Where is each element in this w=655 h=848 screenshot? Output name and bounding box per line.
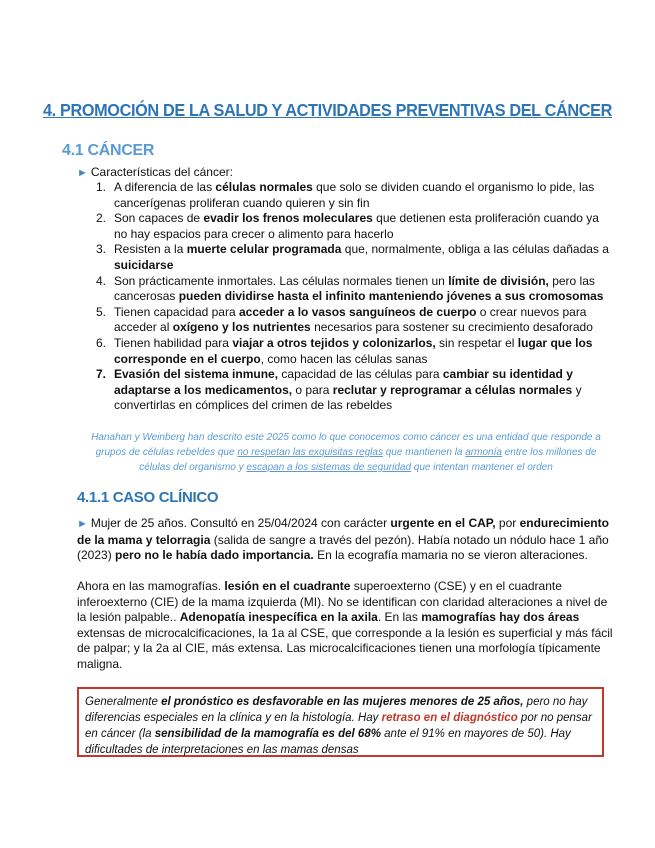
list-number: 4.	[96, 273, 107, 288]
case-text: Ahora en las mamografías.	[77, 579, 225, 593]
item-text: capacidad de las células para	[278, 367, 443, 382]
item-emphasis: evadir los frenos moleculares	[203, 211, 373, 226]
case-emphasis: pero no le había dado importancia.	[115, 548, 314, 562]
quote-text: Hanahan y Weinberg han descrito este 2025 como lo que conocemos como cáncer es una entidad que responde a grupos de células rebeldes que	[91, 432, 601, 458]
item-emphasis: células normales	[215, 180, 313, 194]
item-emphasis: reclutar y reprogramar a células normales	[332, 382, 573, 397]
quote-text: entre los millones de células del organismo y	[139, 447, 597, 473]
box-text: pero no hay diferencias especiales en la clínica y en la histología. Hay	[85, 696, 588, 724]
item-emphasis: pueden dividirse hasta el infinito manteniendo jóvenes a sus cromosomas	[178, 289, 604, 304]
box-text: por no pensar en cáncer (la	[85, 712, 592, 740]
item-text: que detienen esta proliferación cuando ya no hay espacios para crecer o alimento para hacerlo	[114, 211, 599, 241]
item-text: y convertirlas en cómplices del crimen de las rebeldes	[114, 382, 582, 413]
case-text: por	[495, 516, 520, 530]
highlight-box	[77, 687, 604, 757]
item-text: Son capaces de	[114, 211, 204, 226]
item-text: necesarios para sostener su crecimiento desaforado	[310, 320, 593, 335]
item-text: A diferencia de las	[114, 180, 216, 194]
page-title: 4. PROMOCIÓN DE LA SALUD Y ACTIVIDADES PREVENTIVAS DEL CÁNCER	[42, 100, 613, 120]
case-emphasis: mamografías hay dos áreas	[421, 610, 580, 624]
case-text: extensas de microcalcificaciones, la 1a al CSE, que corresponde a la lesión es superficial y más fácil de palpar; y la 2a al CIE, más extensa. Las microcalcificaciones tienen una morfología típicamente maligna.	[77, 625, 613, 671]
quote-text: que mantienen la	[382, 447, 466, 458]
case-text: superoexterno (CSE) y en el cuadrante inferoexterno (CIE) de la mama izquierda (MI). No se identifican con claridad alteraciones a nivel de la lesión palpable..	[77, 579, 608, 624]
box-alert: retraso en el diagnóstico	[381, 712, 518, 724]
arrow-right-icon: ►	[77, 167, 88, 179]
list-number: 1.	[96, 180, 107, 194]
list-item	[77, 367, 613, 414]
box-emphasis: el pronóstico es desfavorable en las mujeres menores de 25 años,	[161, 696, 524, 708]
item-emphasis: acceder a lo vasos sanguíneos de cuerpo	[238, 304, 477, 319]
item-text: sin respetar el	[435, 335, 518, 350]
item-text: o para	[292, 382, 333, 397]
box-text: ante el 91% en mayores de 50). Hay dificultades de interpretaciones en las mamas densas	[85, 728, 571, 756]
intro-text: Características del cáncer:	[90, 165, 233, 179]
item-text: pero las cancerosas	[114, 273, 595, 304]
item-text: o crear nuevos para acceder al	[114, 304, 587, 335]
quote-underline: no respetan las exquisitas reglas	[237, 447, 383, 458]
arrow-right-icon: ►	[77, 518, 88, 530]
item-text: que solo se dividen cuando el organismo lo pide, las cancerígenas proliferan cuando quieren y sin fin	[114, 180, 595, 210]
list-number: 5.	[96, 304, 107, 319]
subsection-heading: 4.1.1 CASO CLÍNICO	[77, 489, 219, 506]
case-emphasis: Adenopatía inespecífica en la axila	[179, 610, 378, 624]
section-heading: 4.1 CÁNCER	[62, 142, 155, 159]
list-item	[77, 211, 613, 242]
characteristics-list	[77, 180, 613, 414]
citation-quote	[80, 430, 612, 475]
list-number: 7.	[96, 367, 107, 382]
item-emphasis: suicidarse	[114, 257, 174, 272]
case-emphasis: endurecimiento de la mama y telorragia	[77, 516, 609, 547]
list-number: 3.	[96, 242, 107, 257]
item-emphasis: muerte celular programada	[186, 242, 342, 257]
list-item	[77, 274, 613, 305]
item-emphasis: viajar a otros tejidos y colonizarlos,	[232, 335, 436, 350]
case-text: Mujer de 25 años. Consultó en 25/04/2024 con carácter	[90, 516, 391, 530]
case-emphasis: urgente en el CAP,	[390, 516, 496, 530]
case-paragraph-1	[77, 516, 615, 564]
case-paragraph-2	[77, 579, 615, 672]
quote-text: que intentan mantener el orden	[411, 462, 553, 473]
case-text: En la ecografía mamaria no se vieron alteraciones.	[313, 548, 588, 562]
box-emphasis: sensibilidad de la mamografía es del 68%	[154, 728, 381, 740]
item-emphasis: límite de división,	[448, 273, 549, 288]
item-text: , como hacen las células sanas	[260, 351, 428, 366]
list-item	[77, 305, 613, 336]
item-text: Resisten a la	[114, 242, 187, 257]
case-emphasis: lesión en el cuadrante	[224, 579, 351, 593]
item-emphasis: lugar que los corresponde en el cuerpo	[114, 335, 593, 366]
item-text: Son prácticamente inmortales. Las células normales tienen un	[114, 273, 449, 288]
item-emphasis: Evasión del sistema inmune,	[114, 367, 279, 382]
box-text: Generalmente	[85, 696, 162, 708]
item-text: Tienen habilidad para	[114, 335, 233, 350]
quote-underline: armonía	[465, 447, 502, 458]
list-number: 6.	[96, 335, 107, 350]
case-text: (salida de sangre a través del pezón). Había notado un nódulo hace 1 año (2023)	[77, 532, 609, 562]
item-text: Tienen capacidad para	[114, 304, 239, 319]
item-emphasis: cambiar su identidad y adaptarse a los medicamentos,	[114, 367, 573, 397]
case-text: . En las	[377, 610, 422, 624]
list-item	[77, 180, 613, 211]
list-item	[77, 336, 613, 367]
list-number: 2.	[96, 211, 107, 226]
item-emphasis: oxígeno y los nutrientes	[172, 320, 311, 335]
quote-underline: escapan a los sistemas de seguridad	[246, 462, 412, 473]
item-text: que, normalmente, obliga a las células dañadas a	[341, 242, 609, 257]
list-item	[77, 242, 613, 273]
